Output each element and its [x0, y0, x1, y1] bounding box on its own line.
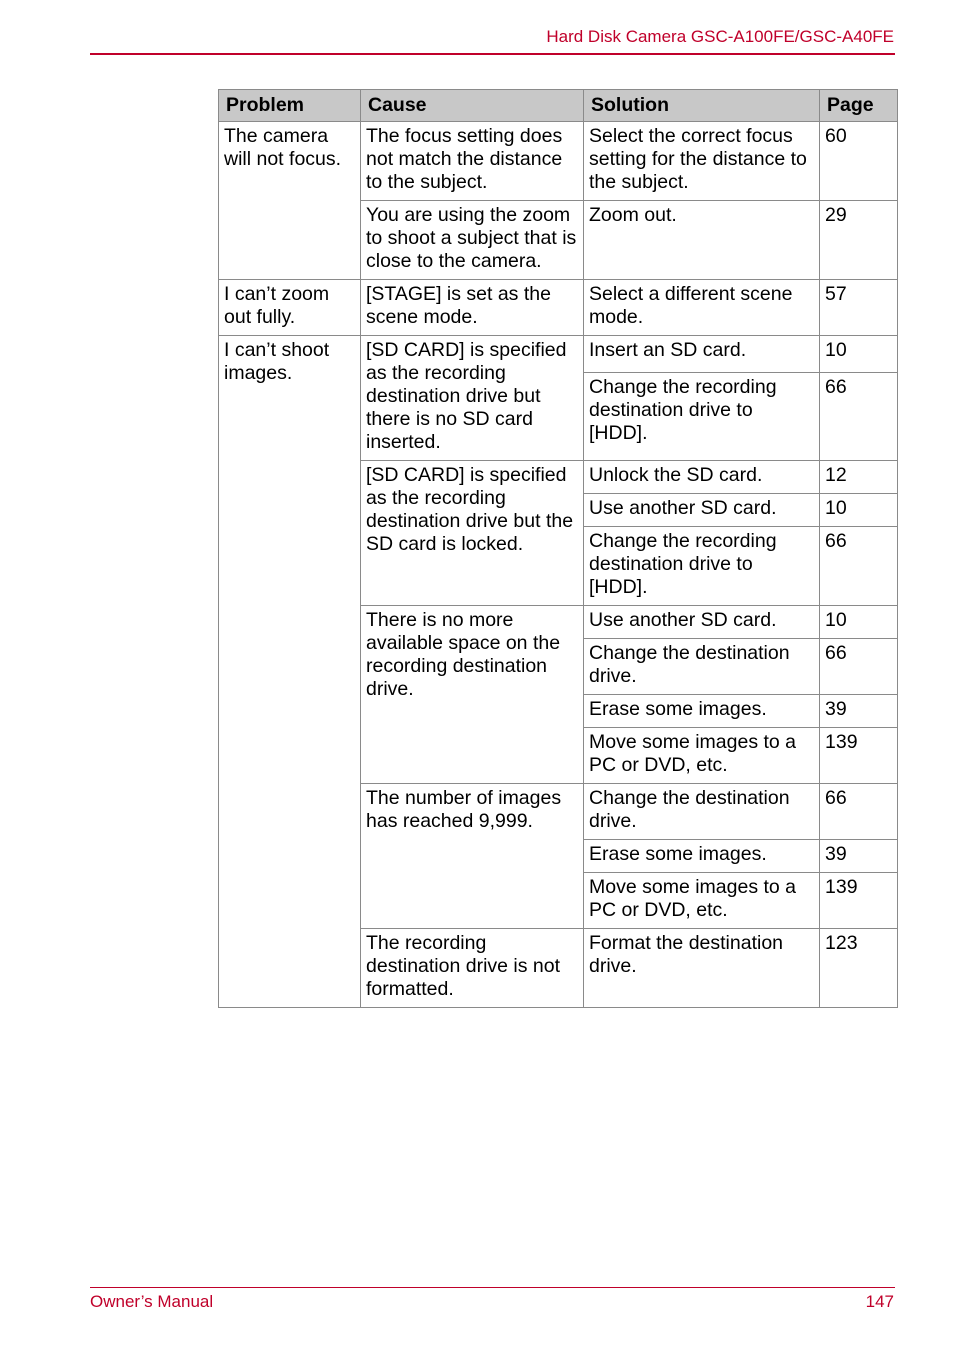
page-cell: 39 — [820, 840, 898, 873]
problem-cell: I can’t shoot images. — [219, 336, 361, 1008]
page-cell: 12 — [820, 461, 898, 494]
solution-cell: Move some images to a PC or DVD, etc. — [584, 728, 820, 784]
footer-manual-title: Owner’s Manual — [90, 1292, 214, 1311]
page-cell: 139 — [820, 728, 898, 784]
solution-cell: Zoom out. — [584, 201, 820, 280]
header-rule — [90, 53, 895, 55]
page-cell: 66 — [820, 639, 898, 695]
cause-cell: The number of images has reached 9,999. — [361, 784, 584, 929]
table-row — [219, 122, 898, 201]
page-cell: 123 — [820, 929, 898, 1008]
solution-cell: Move some images to a PC or DVD, etc. — [584, 873, 820, 929]
page-cell: 39 — [820, 695, 898, 728]
table-row — [219, 280, 898, 336]
column-header-page: Page — [820, 90, 898, 122]
page-cell: 66 — [820, 372, 898, 460]
solution-cell: Format the destination drive. — [584, 929, 820, 1008]
page-cell: 10 — [820, 336, 898, 373]
cause-cell: [STAGE] is set as the scene mode. — [361, 280, 584, 336]
solution-cell: Unlock the SD card. — [584, 461, 820, 494]
troubleshooting-table — [218, 89, 898, 1008]
column-header-solution: Solution — [584, 90, 820, 122]
page-cell: 57 — [820, 280, 898, 336]
column-header-problem: Problem — [219, 90, 361, 122]
cause-cell: [SD CARD] is specified as the recording destination drive but the SD card is locked. — [361, 461, 584, 606]
solution-cell: Select the correct focus setting for the distance to the subject. — [584, 122, 820, 201]
table-row — [219, 336, 898, 373]
cause-cell: The focus setting does not match the distance to the subject. — [361, 122, 584, 201]
page-cell: 139 — [820, 873, 898, 929]
page-cell: 60 — [820, 122, 898, 201]
solution-cell: Change the destination drive. — [584, 639, 820, 695]
solution-cell: Change the recording destination drive to [HDD]. — [584, 372, 820, 460]
solution-cell: Use another SD card. — [584, 494, 820, 527]
header-title: Hard Disk Camera GSC-A100FE/GSC-A40FE — [546, 27, 894, 46]
cause-cell: [SD CARD] is specified as the recording destination drive but there is no SD card inserted. — [361, 336, 584, 461]
column-header-cause: Cause — [361, 90, 584, 122]
problem-cell: I can’t zoom out fully. — [219, 280, 361, 336]
solution-cell: Erase some images. — [584, 840, 820, 873]
footer-rule — [90, 1287, 895, 1288]
solution-cell: Insert an SD card. — [584, 336, 820, 373]
page-cell: 29 — [820, 201, 898, 280]
cause-cell: There is no more available space on the recording destination drive. — [361, 606, 584, 784]
page-cell: 66 — [820, 527, 898, 606]
page-number: 147 — [865, 1292, 894, 1311]
solution-cell: Erase some images. — [584, 695, 820, 728]
cause-cell: The recording destination drive is not formatted. — [361, 929, 584, 1008]
problem-cell: The camera will not focus. — [219, 122, 361, 280]
solution-cell: Change the destination drive. — [584, 784, 820, 840]
solution-cell: Change the recording destination drive to [HDD]. — [584, 527, 820, 606]
page-cell: 10 — [820, 494, 898, 527]
solution-cell: Use another SD card. — [584, 606, 820, 639]
page-cell: 10 — [820, 606, 898, 639]
cause-cell: You are using the zoom to shoot a subject that is close to the camera. — [361, 201, 584, 280]
page-cell: 66 — [820, 784, 898, 840]
table-header-row — [219, 90, 898, 122]
solution-cell: Select a different scene mode. — [584, 280, 820, 336]
